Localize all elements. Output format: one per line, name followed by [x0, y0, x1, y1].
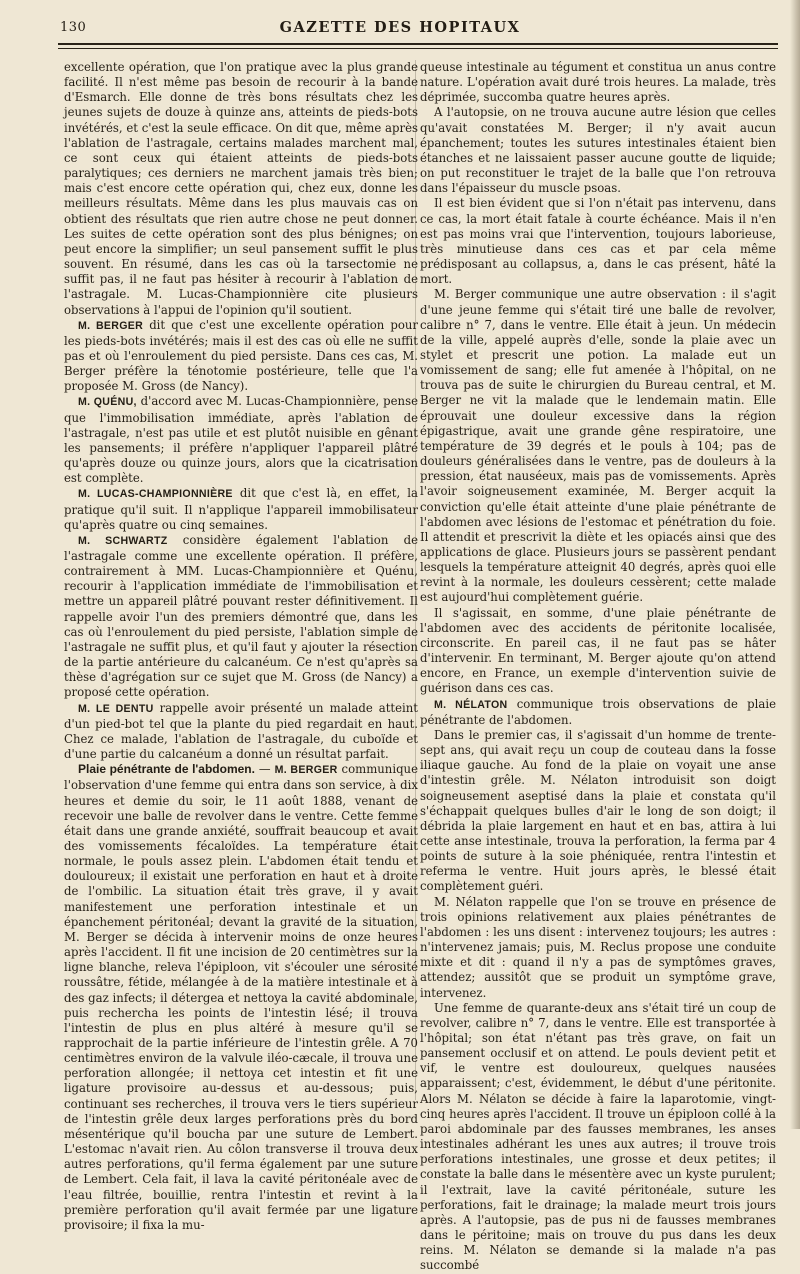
paragraph-text: A l'autopsie, on ne trouva aucune autre lésion que celles qu'avait constatées M. Berger; il n'y avait aucun épanchement; toutes les sutures intestinales étaient bien étanches et ne laissaient passer aucune goutte de liquide; on put reconstituer le trajet de la balle que l'on retrouva dans l'épaisseur du muscle psoas. [420, 105, 776, 196]
paragraph [420, 287, 776, 605]
section-dash: — [254, 762, 275, 777]
paragraph-text: queuse intestinale au tégument et constitua un anus contre nature. L'opération avait duré trois heures. La malade, très déprimée, succomba quatre heures après. [420, 60, 776, 105]
speaker-name: M. BERGER [274, 764, 338, 777]
paragraph-text: Il est bien évident que si l'on n'était pas intervenu, dans ce cas, la mort était fatale à courte échéance. Mais il n'en est pas moins vrai que l'intervention, toujours laborieuse, très minutieuse dans ces cas et par cela même prédisposant au collapsus, a, dans le cas présent, hâté la mort. [420, 196, 776, 287]
paragraph-text: communique trois observations de plaie pénétrante de l'abdomen. [420, 696, 777, 727]
header-rule-thick [58, 43, 778, 45]
paragraph-text: Il s'agissait, en somme, d'une plaie pénétrante de l'abdomen avec des accidents de péritonite localisée, circonscrite. En pareil cas, il ne faut pas se hâter d'intervenir. En terminant, M. Berger ajoute qu'on attend encore, en France, un exemple d'intervention suivie de guérison dans ces cas. [420, 605, 776, 696]
paragraph-text: excellente opération, que l'on pratique avec la plus grande facilité. Il n'est même pas besoin de recourir à la bande d'Esmarch. Elle donne de très bons résultats chez les jeunes sujets de douze à quinze ans, atteints de pieds-bots invétérés, et c'est la seule efficace. On dit que, même après l'ablation de l'astragale, certains malades marchent mal, ce sont ceux qui étaient atteints de pieds-bots paralytiques; ces derniers ne marchent jamais très bien; mais c'est encore cette opération qui, chez eux, donne les meilleurs résultats. Même dans les plus mauvais cas on obtient des résultats que rien autre chose ne peut donner. Les suites de cette opération sont des plus bénignes; on peut encore la simplifier; un seul pansement suffit le plus souvent. En résumé, dans les cas où la tarsectomie ne suffit pas, il ne faut pas hésiter à recourir à l'ablation de l'astragale. M. Lucas-Championnière cite plusieurs observations à l'appui de l'opinion qu'il soutient. [64, 60, 418, 317]
paragraph-text: Une femme de quarante-deux ans s'était tiré un coup de revolver, calibre n° 7, dans le ventre. Elle est transportée à l'hôpital; son état n'étant pas très grave, on fait un pansement occlusif et on attend. Le pouls devient petit et vif, le ventre est douloureux, quelques nausées apparaissent; c'est, évidemment, le début d'une péritonite. Alors M. Nélaton se décide à faire la laparotomie, vingt-cinq heures après l'accident. Il trouve un épiploon collé à la paroi abdominale par des fausses membranes, les anses intestinales adhérant les unes aux autres; il trouve trois perforations intestinales, une grosse et deux petites; il constate la balle dans le mésentère avec un kyste purulent; il l'extrait, lave la cavité péritonéale, suture les perforations, fait le drainage; la malade meurt trois jours après. A l'autopsie, pas de pus ni de fausses membranes dans le péritoine; mais on trouve du pus dans les deux reins. M. Nélaton se demande si la malade n'a pas succombé [420, 1000, 776, 1273]
paragraph [420, 196, 776, 287]
section-heading: Plaie pénétrante de l'abdomen. [78, 762, 255, 777]
paragraph-text: M. Nélaton rappelle que l'on se trouve en présence de trois opinions relativement aux plaies pénétrantes de l'abdomen : les uns disent : intervenez toujours; les autres : n'intervenez jamais; puis, M. Reclus propose une conduite mixte et dit : quand il n'y a pas de symptômes graves, attendez; aussitôt que se produit un symptôme grave, intervenez. [420, 894, 776, 1000]
paragraph [64, 394, 418, 486]
running-title: GAZETTE DES HOPITAUX [279, 19, 521, 36]
page-number: 130 [60, 20, 87, 35]
speaker-name: M. LE DENTU [78, 702, 154, 715]
paragraph-text: d'accord avec M. Lucas-Championnière, pense que l'immobilisation immédiate, après l'ablation de l'astragale, n'est pas utile et est plutôt nuisible en gênant les pansements; il préfère n'appliquer l'appareil plâtré qu'après douze ou quinze jours, alors que la cicatrisation est complète. [64, 394, 418, 486]
paragraph [64, 60, 418, 318]
section-paragraph [64, 762, 418, 1233]
page-edge-shadow [790, 0, 800, 1129]
left-column [64, 60, 418, 1233]
speaker-name: M. NÉLATON [434, 698, 508, 711]
header-rule-thin [58, 48, 778, 49]
speaker-name: M. LUCAS-CHAMPIONNIÈRE [78, 488, 233, 501]
paragraph [420, 895, 776, 1001]
speaker-name: M. BERGER [78, 319, 144, 332]
paragraph-text: rappelle avoir présenté un malade atteint d'un pied-bot tel que la plante du pied regardait en haut. Chez ce malade, l'ablation de l'astragale, du cuboïde et d'une partie du calcanéum a donné un résultat parfait. [64, 700, 419, 762]
paragraph-text: dit que c'est là, en effet, la pratique qu'il suit. Il n'applique l'appareil immobilisateur qu'après quatre ou cinq semaines. [64, 486, 418, 532]
paragraph [420, 697, 776, 728]
paragraph-text: communique l'observation d'une femme qui entra dans son service, à dix heures et demie du soir, le 11 août 1888, venant de recevoir une balle de revolver dans le ventre. Cette femme était dans une grande anxiété, souffrait beaucoup et avait des vomissements fécaloïdes. La température était normale, le pouls assez plein. L'abdomen était tendu et douloureux; il existait une perforation en haut et à droite de l'ombilic. La situation était très grave, il y avait manifestement une perforation intestinale et un épanchement péritonéal; devant la gravité de la situation, M. Berger se décida à intervenir moins de onze heures après l'accident. Il fit une incision de 20 centimètres sur la ligne blanche, releva l'épiploon, vit s'écouler une sérosité roussâtre, fétide, mélangée à de la matière intestinale et à des gaz infects; il détergea et nettoya la cavité abdominale, puis rechercha les points de l'intestin lésé; il trouva l'intestin de plus en plus altéré à mesure qu'il se rapprochait de la partie inférieure de l'intestin grêle. A 70 centimètres environ de la valvule iléo-cæcale, il trouva une perforation allongée; il nettoya cet intestin et fit une ligature provisoire au-dessus et au-dessous; puis, continuant ses recherches, il trouva vers le tiers supérieur de l'intestin grêle deux larges perforations près du bord mésentérique qu'il boucha par une suture de Lembert. L'estomac n'avait rien. Au côlon transverse il trouva deux autres perforations, qu'il ferma également par une suture de Lembert. Cela fait, il lava la cavité péritonéale avec de l'eau filtrée, bouillie, rentra l'intestin et revint à la première perforation qu'il avait fermée par une ligature provisoire; il fixa la mu- [64, 762, 418, 1232]
paragraph [64, 318, 418, 395]
paragraph [64, 486, 418, 532]
right-column [420, 60, 776, 1274]
paragraph [420, 105, 776, 196]
paragraph-text: Dans le premier cas, il s'agissait d'un homme de trente-sept ans, qui avait reçu un coup de couteau dans la fosse iliaque gauche. Au fond de la plaie on voyait une anse d'intestin grêle. M. Nélaton introduisit son doigt soigneusement aseptisé dans la plaie et constata qu'il s'échappait quelques bulles d'air le long de son doigt; il débrida la plaie largement en haut et en bas, attira à lui cette anse intestinale, trouva la perforation, la ferma par 4 points de suture à la soie phéniquée, rentra l'intestin et referma le ventre. Huit jours après, le blessé était complètement guéri. [420, 727, 776, 894]
paragraph [64, 701, 418, 763]
paragraph-text: M. Berger communique une autre observation : il s'agit d'une jeune femme qui s'était tiré une balle de revolver, calibre n° 7, dans le ventre. Elle était à jeun. Un médecin de la ville, appelé auprès d'elle, sonde la plaie avec un stylet et prescrit une potion. La malade eut un vomissement de sang; elle fut amenée à l'hôpital, on ne trouva pas de suite le chirurgien du Bureau central, et M. Berger ne vit la malade que le lendemain matin. Elle éprouvait une douleur excessive dans la région épigastrique, avait une grande gêne respiratoire, une température de 39 degrés et le pouls à 104; pas de douleurs généralisées dans le ventre, pas de douleurs à la pression, état nauséeux, mais pas de vomissements. Après l'avoir soigneusement examinée, M. Berger acquit la conviction qu'elle était atteinte d'une plaie pénétrante de l'abdomen avec lésions de l'estomac et pénétration du foie. Il attendit et prescrivit la diète et les opiacés ainsi que des applications de glace. Plusieurs jours se passèrent pendant lesquels la température atteignit 40 degrés, après quoi elle revint à la normale, les douleurs cessèrent; cette malade est aujourd'hui complètement guérie. [420, 287, 776, 605]
speaker-name: M. SCHWARTZ [78, 534, 168, 547]
paragraph [420, 728, 776, 895]
paragraph-text: considère également l'ablation de l'astragale comme une excellente opération. Il préfère, contrairement à MM. Lucas-Championnière et Quénu, recourir à l'application immédiate de l'immobilisation et mettre un appareil plâtré pouvant rester définitivement. Il rappelle avoir l'un des premiers démontré que, dans les cas où l'enroulement du pied persiste, l'ablation simple de l'astragale ne suffit plus, et qu'il faut y ajouter la résection de la partie antérieure du calcanéum. Ce n'est qu'après sa thèse d'agrégation sur ce sujet que M. Gross (de Nancy) a proposé cette opération. [64, 532, 418, 700]
paragraph [420, 606, 776, 697]
speaker-name: M. QUÉNU, [78, 396, 137, 409]
paragraph [64, 533, 418, 701]
paragraph [420, 1001, 776, 1274]
paragraph [420, 60, 776, 105]
paragraph-text: dit que c'est une excellente opération pour les pieds-bots invétérés; mais il est des cas où elle ne suffit pas et où l'enroulement du pied persiste. Dans ces cas, M. Berger préfère la ténotomie postérieure, telle que l'a proposée M. Gross (de Nancy). [64, 317, 418, 394]
